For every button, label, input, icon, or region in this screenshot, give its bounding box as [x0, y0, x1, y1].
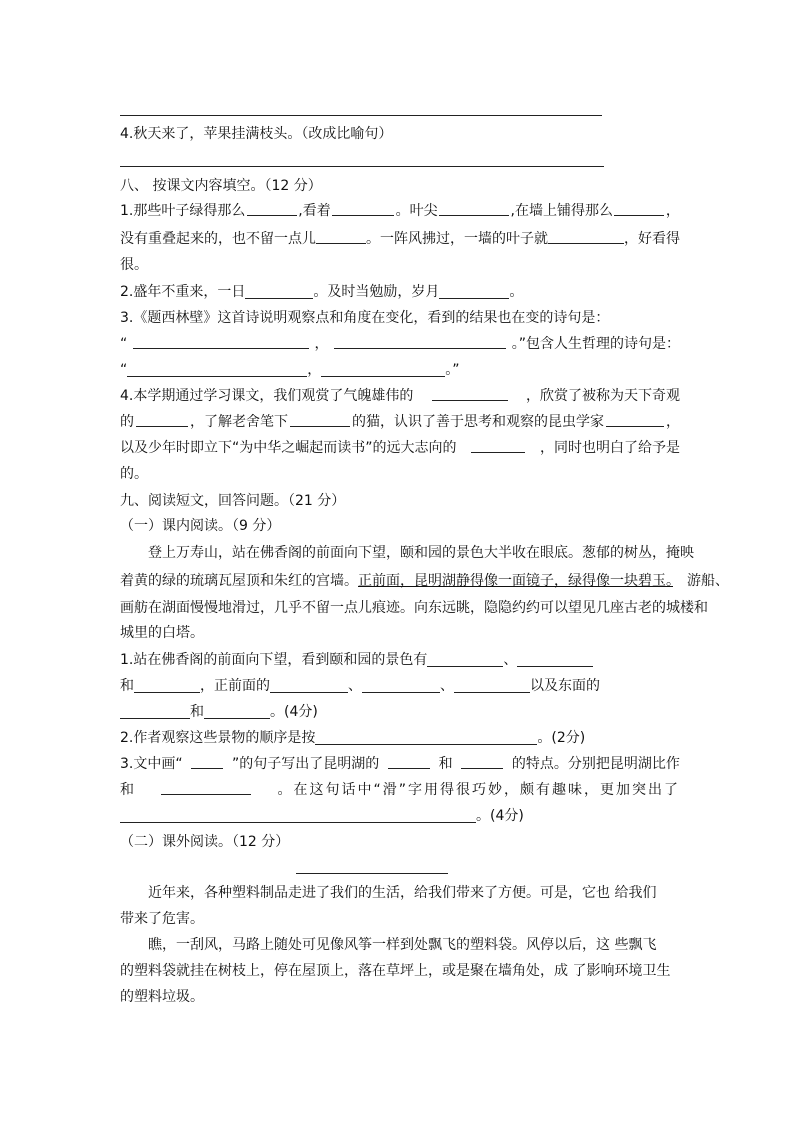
passage-1-line1: 登上万寿山，站在佛香阁的前面向下望，颐和园的景色大半收在眼底。葱郁的树丛，掩映 [120, 545, 694, 561]
passage-2-line2: 带来了危害。 [120, 911, 204, 927]
answer-blank[interactable] [161, 780, 251, 795]
s8-q3-line2: “ ， 。”包含人生哲理的诗句是： [120, 336, 680, 352]
answer-blank[interactable] [316, 229, 366, 244]
s8-q1-line2: 没有重叠起来的，也不留一点儿 。一阵风拂过，一墙的叶子就 ，好看得 [120, 231, 680, 247]
s8-q4-line4: 的。 [120, 466, 148, 482]
s8-q3-line3: “ ， 。” [120, 362, 460, 378]
s8-q4-line1: 4.本学期通过学习课文，我们观赏了气魄雄伟的 ，欣赏了被称为天下奇观 [120, 388, 680, 404]
answer-blank[interactable] [120, 704, 190, 719]
answer-blank[interactable] [247, 201, 297, 216]
s8-q1-line3: 很。 [120, 257, 148, 273]
answer-blank[interactable] [315, 730, 537, 745]
s8-q2: 2.盛年不重来，一日 。及时当勉励，岁月 。 [120, 284, 524, 300]
answer-blank[interactable] [334, 334, 506, 349]
answer-blank[interactable] [606, 412, 664, 427]
answer-blank[interactable] [321, 362, 445, 377]
part-2-title: （二）课外阅读。（12 分） [120, 834, 290, 850]
answer-blank[interactable] [427, 652, 503, 667]
section-8-title: 八、 按课文内容填空。（12 分） [120, 178, 322, 194]
answer-blank[interactable] [290, 412, 350, 427]
section-9-title: 九、阅读短文，回答问题。（21 分） [120, 493, 346, 509]
passage-2-line5: 的塑料垃圾。 [120, 989, 204, 1005]
s9-q3-line2: 和 。在这句话中“滑”字用得很巧妙，颇有趣味，更加突出了 [120, 782, 680, 798]
s9-q2: 2.作者观察这些景物的顺序是按 。(2分) [120, 730, 586, 746]
answer-blank[interactable] [136, 412, 188, 427]
answer-blank[interactable] [517, 652, 593, 667]
passage-1-line3: 画舫在湖面慢慢地滑过，几乎不留一点儿痕迹。向东远眺，隐隐约约可以望见几座古老的城楼和 [120, 600, 708, 616]
s8-q4-line3: 以及少年时即立下“为中华之崛起而读书”的远大志向的 ，同时也明白了给予是 [120, 440, 680, 456]
answer-blank[interactable] [471, 438, 525, 453]
answer-blank[interactable] [245, 284, 313, 299]
passage-1-line2: 着黄的绿的琉璃瓦屋顶和朱红的宫墙。正前面，昆明湖静得像一面镜子，绿得像一块碧玉。 游船、 [120, 573, 729, 589]
s8-q4-line2: 的 ，了解老舍笔下 的猫，认识了善于思考和观察的昆虫学家 ， [120, 414, 680, 430]
answer-blank[interactable] [191, 754, 223, 769]
answer-line [120, 115, 602, 116]
passage-2-line3: 瞧，一刮风，马路上随处可见像风筝一样到处飘飞的塑料袋。风停以后，这 些飘飞 [120, 937, 657, 953]
answer-blank[interactable] [133, 334, 309, 349]
passage-title-blank[interactable] [296, 873, 448, 874]
passage-2-line1: 近年来，各种塑料制品走进了我们的生活，给我们带来了方便。可是，它也 给我们 [120, 885, 657, 901]
s9-q3-line3: 。(4分) [120, 806, 680, 826]
answer-blank[interactable] [454, 678, 530, 693]
answer-blank[interactable] [461, 754, 503, 769]
underlined-sentence: 正前面，昆明湖静得像一面镜子，绿得像一块碧玉。 [358, 573, 673, 589]
answer-blank[interactable] [270, 678, 348, 693]
answer-blank[interactable] [388, 754, 430, 769]
answer-blank[interactable] [439, 284, 509, 299]
s8-q1-line1: 1.那些叶子绿得那么 ,看着 。叶尖 ,在墙上铺得那么 ， [120, 203, 680, 219]
s9-q1-line3: 和 。(4分) [120, 702, 680, 722]
answer-blank[interactable] [127, 362, 307, 377]
answer-line [120, 166, 604, 167]
s9-q1-line2: 和 ，正前面的 、 、 以及东面的 [120, 678, 600, 694]
answer-blank[interactable] [548, 229, 624, 244]
passage-1-line4: 城里的白塔。 [120, 625, 204, 641]
passage-2-line4: 的塑料袋就挂在树枝上，停在屋顶上，落在草坪上，或是聚在墙角处，成 了影响环境卫生 [120, 963, 671, 979]
s9-q1-line1: 1.站在佛香阁的前面向下望，看到颐和园的景色有 、 [120, 650, 680, 670]
answer-blank[interactable] [134, 678, 200, 693]
answer-blank[interactable] [362, 678, 440, 693]
question-4-rewrite: 4.秋天来了，苹果挂满枝头。（改成比喻句） [120, 126, 393, 142]
answer-blank[interactable] [614, 201, 664, 216]
answer-blank[interactable] [204, 704, 270, 719]
s8-q3-line1: 3.《题西林壁》这首诗说明观察点和角度在变化，看到的结果也在变的诗句是： [120, 310, 610, 326]
answer-blank[interactable] [439, 201, 509, 216]
part-1-title: （一）课内阅读。（9 分） [120, 518, 281, 534]
answer-blank[interactable] [432, 386, 508, 401]
s9-q3-line1: 3.文中画“ ”的句子写出了昆明湖的 和 的特点。分别把昆明湖比作 [120, 756, 680, 772]
answer-blank[interactable] [332, 201, 394, 216]
answer-blank[interactable] [120, 808, 476, 823]
